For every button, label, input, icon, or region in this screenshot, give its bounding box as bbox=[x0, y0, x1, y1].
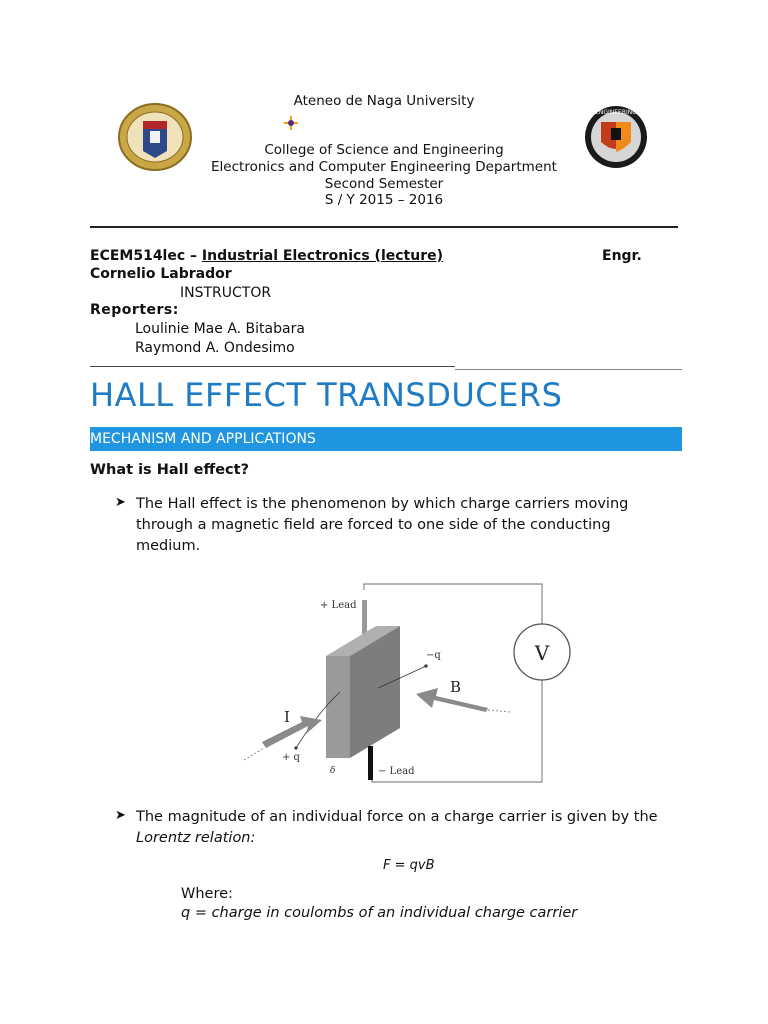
reporters-divider bbox=[90, 366, 455, 367]
cross-icon bbox=[284, 115, 298, 129]
reporter-2: Raymond A. Ondesimo bbox=[135, 340, 295, 356]
plus-q-label: + q bbox=[282, 752, 300, 763]
university-name: Ateneo de Naga University bbox=[293, 93, 475, 109]
section-banner bbox=[90, 427, 682, 451]
bullet-1-line-3: medium. bbox=[136, 538, 201, 554]
hall-effect-diagram bbox=[236, 570, 582, 792]
bullet-arrow-icon: ➤ bbox=[115, 495, 126, 510]
instructor-name: Cornelio Labrador bbox=[90, 266, 232, 282]
bullet-arrow-icon: ➤ bbox=[115, 808, 126, 823]
department-name: Electronics and Computer Engineering Department bbox=[211, 159, 557, 175]
question-heading: What is Hall effect? bbox=[90, 462, 249, 478]
current-arrow bbox=[262, 716, 322, 748]
bullet-2-line-2: Lorentz relation: bbox=[136, 830, 256, 846]
circuit-wire-top bbox=[364, 584, 542, 624]
field-label: B bbox=[450, 678, 462, 696]
college-name: College of Science and Engineering bbox=[264, 142, 504, 158]
minus-lead-bar bbox=[368, 746, 373, 780]
bullet-1-line-1: The Hall effect is the phenomenon by which charge carriers moving bbox=[136, 496, 629, 512]
logo-text: ENGINEERING bbox=[595, 109, 637, 116]
reporter-1: Loulinie Mae A. Bitabara bbox=[135, 321, 305, 337]
current-label: I bbox=[284, 708, 290, 726]
reporters-label: Reporters: bbox=[90, 302, 179, 318]
voltmeter-label: V bbox=[534, 641, 550, 665]
thickness-label: δ bbox=[330, 766, 336, 776]
plus-lead-label: + Lead bbox=[320, 600, 357, 611]
where-label: Where: bbox=[181, 886, 233, 902]
plus-lead-bar bbox=[362, 600, 367, 636]
field-dash bbox=[488, 710, 510, 712]
bullet-1-line-2: through a magnetic field are forced to one side of the conducting bbox=[136, 517, 611, 533]
slab-front bbox=[326, 656, 350, 758]
title-divider bbox=[455, 369, 682, 370]
semester: Second Semester bbox=[324, 176, 444, 192]
school-year: S / Y 2015 – 2016 bbox=[324, 192, 444, 208]
where-q-definition: q = charge in coulombs of an individual charge carrier bbox=[181, 905, 578, 921]
header-divider bbox=[90, 226, 678, 228]
course-name: Industrial Electronics (lecture) bbox=[201, 248, 444, 264]
document-title: HALL EFFECT TRANSDUCERS bbox=[90, 376, 563, 414]
course-code: ECEM514lec – bbox=[90, 248, 202, 264]
current-dash bbox=[244, 748, 264, 760]
minus-q-label: −q bbox=[426, 650, 441, 661]
section-subtitle: MECHANISM AND APPLICATIONS bbox=[90, 431, 316, 447]
instructor-prefix: Engr. bbox=[602, 248, 642, 264]
bullet-2-line-1: The magnitude of an individual force on a charge carrier is given by the bbox=[136, 809, 658, 825]
course-line bbox=[90, 248, 443, 264]
lorentz-formula: F = qvB bbox=[383, 858, 435, 873]
minus-lead-label: − Lead bbox=[378, 766, 415, 777]
instructor-role: INSTRUCTOR bbox=[180, 285, 272, 301]
